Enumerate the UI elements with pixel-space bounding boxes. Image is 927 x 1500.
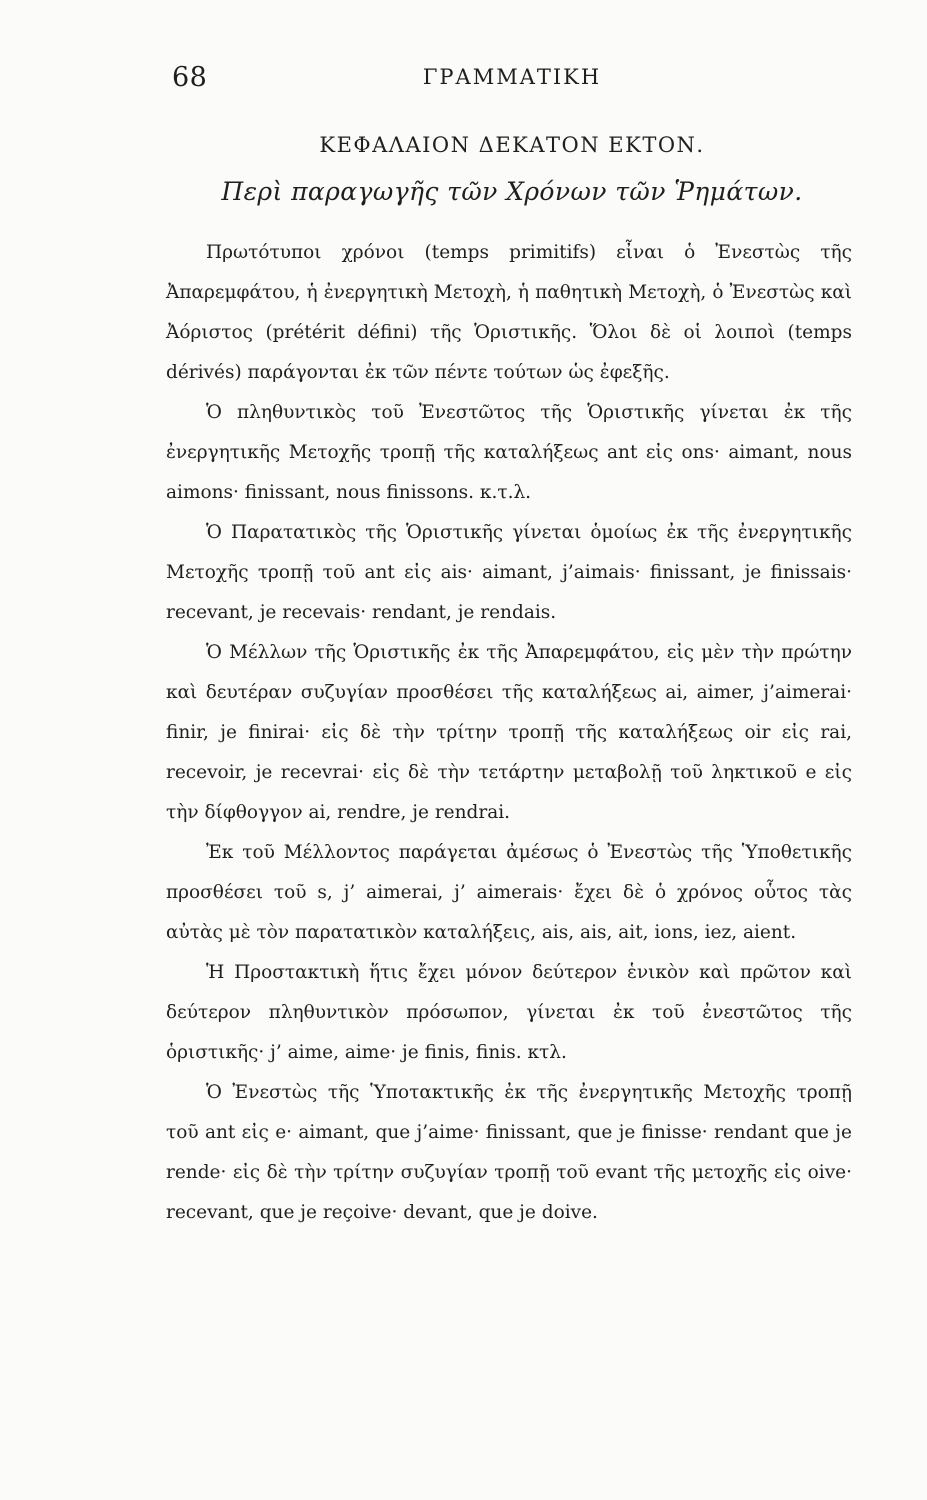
running-head: ΓΡΑΜΜΑΤΙΚΗ: [422, 65, 602, 89]
page-header: [172, 62, 852, 98]
paragraph-imperfect: Ὁ Παρατατικὸς τῆς Ὁριστικῆς γίνεται ὁμοίως ἐκ τῆς ἐνεργητικῆς Μετοχῆς τροπῇ τοῦ ant εἰς ais· aimant, j’aimais· finissant, je finissais· recevant, je recevais· rendant, je rendais.: [166, 522, 852, 623]
paragraph-imperative: Ἡ Προστακτικὴ ἥτις ἔχει μόνον δεύτερον ἑνικὸν καὶ πρῶτον καὶ δεύτερον πληθυντικὸν πρόσωπον, γίνεται ἐκ τοῦ ἐνεστῶτος τῆς ὁριστικῆς· j’ aime, aime· je finis, finis. κτλ.: [166, 962, 852, 1063]
page-number: 68: [172, 62, 208, 93]
paragraph-primitive-tenses: Πρωτότυποι χρόνοι (temps primitifs) εἶναι ὁ Ἐνεστὼς τῆς Ἀπαρεμφάτου, ἡ ἐνεργητικὴ Μετοχὴ, ἡ παθητικὴ Μετοχὴ, ὁ Ἐνεστὼς καὶ Ἀόριστος (prétérit défini) τῆς Ὁριστικῆς. Ὅλοι δὲ οἱ λοιποὶ (temps dérivés) παράγονται ἐκ τῶν πέντε τούτων ὡς ἐφεξῆς.: [166, 242, 852, 383]
paragraph-conditional: Ἐκ τοῦ Μέλλοντος παράγεται ἀμέσως ὁ Ἐνεστὼς τῆς Ὑποθετικῆς προσθέσει τοῦ s, j’ aimerai, j’ aimerais· ἔχει δὲ ὁ χρόνος οὗτος τὰς αὐτὰς μὲ τὸν παρατατικὸν καταλήξεις, ais, ais, ait, ions, iez, aient.: [166, 842, 852, 943]
paragraph-subjunctive: Ὁ Ἐνεστὼς τῆς Ὑποτακτικῆς ἐκ τῆς ἐνεργητικῆς Μετοχῆς τροπῇ τοῦ ant εἰς e· aimant, que j’aime· finissant, que je finisse· rendant que je rende· εἰς δὲ τὴν τρίτην συζυγίαν τροπῇ τοῦ evant τῆς μετοχῆς εἰς oive· recevant, que je reçoive· devant, que je doive.: [166, 1082, 852, 1223]
body-text: [166, 233, 852, 1233]
chapter-subtitle: Περὶ παραγωγῆς τῶν Χρόνων τῶν Ῥημάτων.: [221, 177, 803, 206]
paragraph-present-plural: Ὁ πληθυντικὸς τοῦ Ἐνεστῶτος τῆς Ὁριστικῆς γίνεται ἐκ τῆς ἐνεργητικῆς Μετοχῆς τροπῇ τῆς καταλήξεως ant εἰς ons· aimant, nous aimons· finissant, nous finissons. κ.τ.λ.: [166, 402, 852, 503]
paragraph-future: Ὁ Μέλλων τῆς Ὁριστικῆς ἐκ τῆς Ἀπαρεμφάτου, εἰς μὲν τὴν πρώτην καὶ δευτέραν συζυγίαν προσθέσει τῆς καταλήξεως ai, aimer, j’aimerai· finir, je finirai· εἰς δὲ τὴν τρίτην τροπῇ τῆς καταλήξεως oir εἰς rai, recevoir, je recevrai· εἰς δὲ τὴν τετάρτην μεταβολῇ τοῦ ληκτικοῦ e εἰς τὴν δίφθογγον ai, rendre, je rendrai.: [166, 642, 852, 823]
chapter-title: ΚΕΦΑΛΑΙΟΝ ΔΕΚΑΤΟΝ ΕΚΤΟΝ.: [319, 133, 705, 157]
